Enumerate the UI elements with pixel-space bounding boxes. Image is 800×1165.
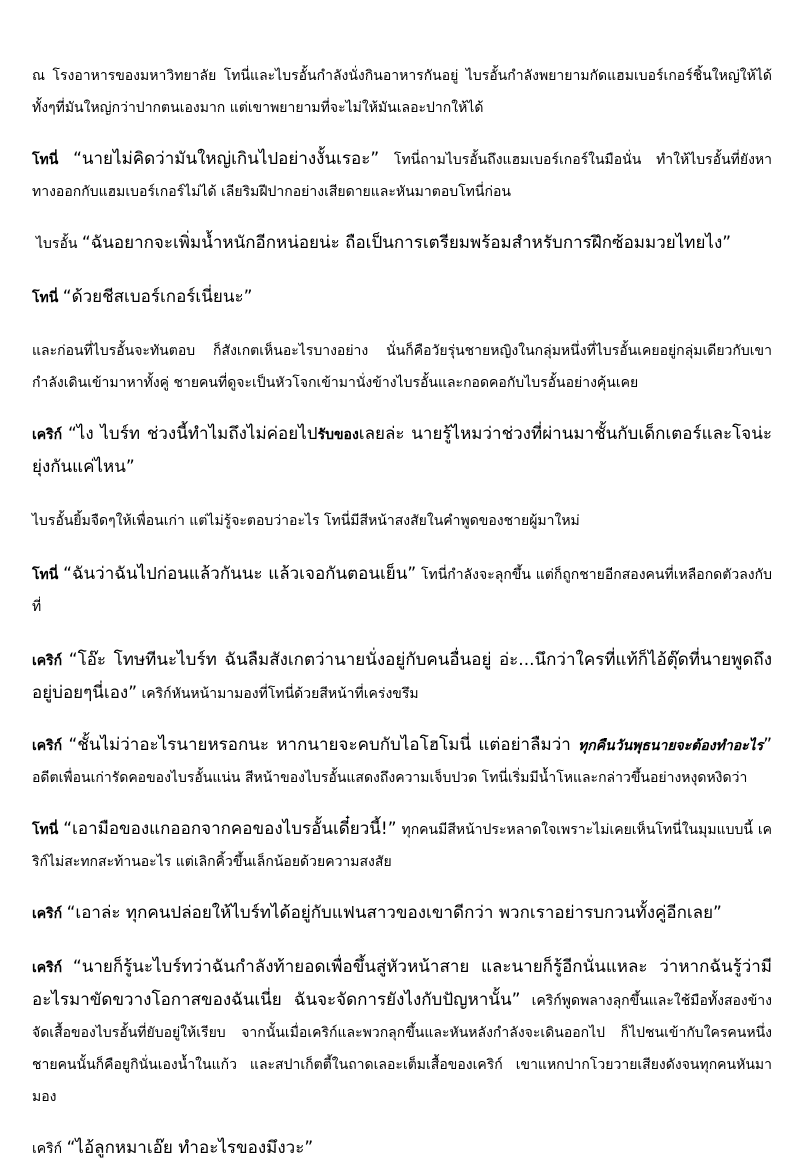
paragraph-dialogue-tony-2	[32, 281, 772, 314]
speaker-name: โทนี่	[32, 822, 59, 838]
dialogue-quote: “เอาล่ะ ทุกคนปล่อยให้ไบร์ทได้อยู่กับแฟนสาวของเขาดีกว่า พวกเราอย่ารบกวนทั้งคู่อีกเลย”	[66, 903, 722, 923]
narration-text: เคริก์หันหน้ามามองที่โทนี่ด้วยสีหน้าที่เคร่งขรึม	[137, 686, 419, 702]
dialogue-quote-start: “ชั้นไม่ว่าอะไรนายหรอกนะ หากนายจะคบกับไอโฮโมนี่ แต่อย่าลืมว่า	[68, 735, 579, 755]
dialogue-quote: “ฉันอยากจะเพิ่มน้ำหนักอีกหน่อยน่ะ ถือเป็นการเตรียมพร้อมสำหรับการฝึกซ้อมมวยไทยไง”	[81, 233, 732, 253]
narration-text: โทนี่กำลังจะลุกขึ้น แต่ก็ถูกชายอีกสองคนที่เหลือกดตัวลงกับที่	[32, 567, 772, 615]
paragraph-narration-cafeteria	[32, 60, 772, 124]
dialogue-quote: “เอามือของแกออกจากคอของไบรอั้นเดี๋ยวนี้!”	[63, 819, 397, 839]
paragraph-dialogue-kerik-3	[32, 729, 772, 794]
narration-text: เคริก์พูดพลางลุกขึ้นและใช้มือทั้งสองข้างจัดเสื้อของไบรอั้นที่ยับอยู่ให้เรียบ จากนั้นเมื่อเคริก์และพวกลุกขึ้นและหันหลังกำลังจะเดินออกไป ก็ไปชนเข้ากับใครคนหนึ่ง ชายคนนั้นก็คือยูกินั่นเองน้ำในแก้ว และสปาเก็ตตี้ในถาดเลอะเต็มเสื้อของเคริก์ เขาแหกปากโวยวายเสียงดังจนทุกคนหันมามอง	[32, 993, 772, 1105]
dialogue-quote: “นายไม่คิดว่ามันใหญ่เกินไปอย่างงั้นเรอะ”	[73, 149, 380, 169]
dialogue-quote: “ฉันว่าฉันไปก่อนแล้วกันนะ แล้วเจอกันตอนเย็น”	[63, 564, 417, 584]
narration-text: ทุกคนมีสีหน้าประหลาดใจเพราะไม่เคยเห็นโทนี่ในมุมแบบนี้ เคริก์ไม่สะทกสะท้านอะไร แต่เลิกคิ้วขึ้นเล็กน้อยด้วยความสงสัย	[32, 822, 772, 870]
dialogue-quote: “ด้วยชีสเบอร์เกอร์เนี่ยนะ”	[62, 287, 253, 307]
speaker-name: โทนี่	[32, 290, 59, 306]
paragraph-dialogue-kerik-5	[32, 951, 772, 1113]
dialogue-bold-word: รับของ	[317, 427, 359, 443]
dialogue-quote-end: ”	[763, 735, 773, 755]
speaker-name: เคริก์	[32, 960, 63, 976]
speaker-name: โทนี่	[32, 152, 59, 168]
narration-text: ไบรอั้นยิ้มจืดๆให้เพื่อนเก่า แต่ไม่รู้จะตอบว่าอะไร โทนี่มีสีหน้าสงสัยในคำพูดของชายผู้มาใหม่	[32, 513, 580, 529]
paragraph-dialogue-kerik-6	[32, 1132, 772, 1165]
speaker-name: โทนี่	[32, 567, 59, 583]
speaker-name: เคริก์	[32, 906, 63, 922]
speaker-name: เคริก์	[32, 653, 63, 669]
dialogue-quote-end: เลยล่ะ นายรู้ไหมว่าช่วงที่ผ่านมาชั้นกับเด็กเตอร์และโจน่ะยุ่งกันแค่ไหน”	[32, 424, 772, 477]
dialogue-quote: “นายก็รู้นะไบร์ทว่าฉันกำลังท้ายอดเพื่อขึ้นสู่หัวหน้าสาย และนายก็รู้อีกนั่นแหละ ว่าหากฉันรู้ว่ามีอะไรมาขัดขวางโอกาสของฉันเนี่ย ฉันจะจัดการยังไงกับปัญหานั้น”	[32, 957, 772, 1010]
paragraph-narration-group-arrives	[32, 335, 772, 399]
paragraph-dialogue-tony-3	[32, 558, 772, 623]
speaker-name: เคริก์	[32, 1141, 63, 1157]
narration-text: อดีตเพื่อนเก่ารัดคอของไบรอั้นแน่น สีหน้าของไบรอั้นแสดงถึงความเจ็บปวด โทนี่เริ่มมีน้ำโหและกล่าวขึ้นอย่างหงุดหงิดว่า	[32, 770, 748, 786]
paragraph-dialogue-tony-1	[32, 143, 772, 208]
dialogue-emphasis: ทุกคืนวันพุธนายจะต้องทำอะไร	[578, 738, 764, 754]
dialogue-quote-start: “ไง ไบร์ท ช่วงนี้ทำไมถึงไม่ค่อยไป	[67, 424, 318, 444]
speaker-name: ไบรอั้น	[36, 236, 78, 252]
speaker-name: เคริก์	[32, 738, 63, 754]
paragraph-dialogue-kerik-4	[32, 897, 772, 930]
paragraph-dialogue-kerik-2	[32, 644, 772, 710]
dialogue-quote: “ไอ้ลูกหมาเอ๊ย ทำอะไรของมึงวะ”	[66, 1138, 314, 1158]
paragraph-dialogue-kerik-1	[32, 418, 772, 484]
narration-text: และก่อนที่ไบรอั้นจะทันตอบ ก็สังเกตเห็นอะไรบางอย่าง นั่นก็คือวัยรุ่นชายหญิงในกลุ่มหนึ่งที่ไบรอั้นเคยอยู่กลุ่มเดียวกับเขา กำลังเดินเข้ามาหาทั้งคู่ ชายคนที่ดูจะเป็นหัวโจกเข้ามานั่งข้างไบรอั้นและกอดคอกับไบรอั้นอย่างคุ้นเคย	[32, 343, 772, 391]
paragraph-dialogue-tony-4	[32, 813, 772, 878]
narration-text: ณ โรงอาหารของมหาวิทยาลัย โทนี่และไบรอั้นกำลังนั่งกินอาหารกันอยู่ ไบรอั้นกำลังพยายามกัดแฮมเบอร์เกอร์ชิ้นใหญ่ให้ได้ ทั้งๆที่มันใหญ่กว่าปากตนเองมาก แต่เขาพยายามที่จะไม่ให้มันเลอะปากให้ได้	[32, 68, 772, 116]
speaker-name: เคริก์	[32, 427, 63, 443]
paragraph-dialogue-brian-1	[32, 227, 772, 260]
narration-text: โทนี่ถามไบรอั้นถึงแฮมเบอร์เกอร์ในมือนั่น ทำให้ไบรอั้นที่ยังหาทางออกกับแฮมเบอร์เกอร์ไม่ได้ เลียริมฝีปากอย่างเสียดายและหันมาตอบโทนี่ก่อน	[32, 152, 773, 200]
paragraph-narration-brian-smiles	[32, 505, 772, 537]
dialogue-quote: “โอ๊ะ โทษทีนะไบร์ท ฉันลืมสังเกตว่านายนั่งอยู่กับคนอื่นอยู่ อ่ะ...นึกว่าใครที่แท้ก็ไอ้ตุ๊ดที่นายพูดถึงอยู่บ่อยๆนี่เอง”	[32, 650, 773, 703]
